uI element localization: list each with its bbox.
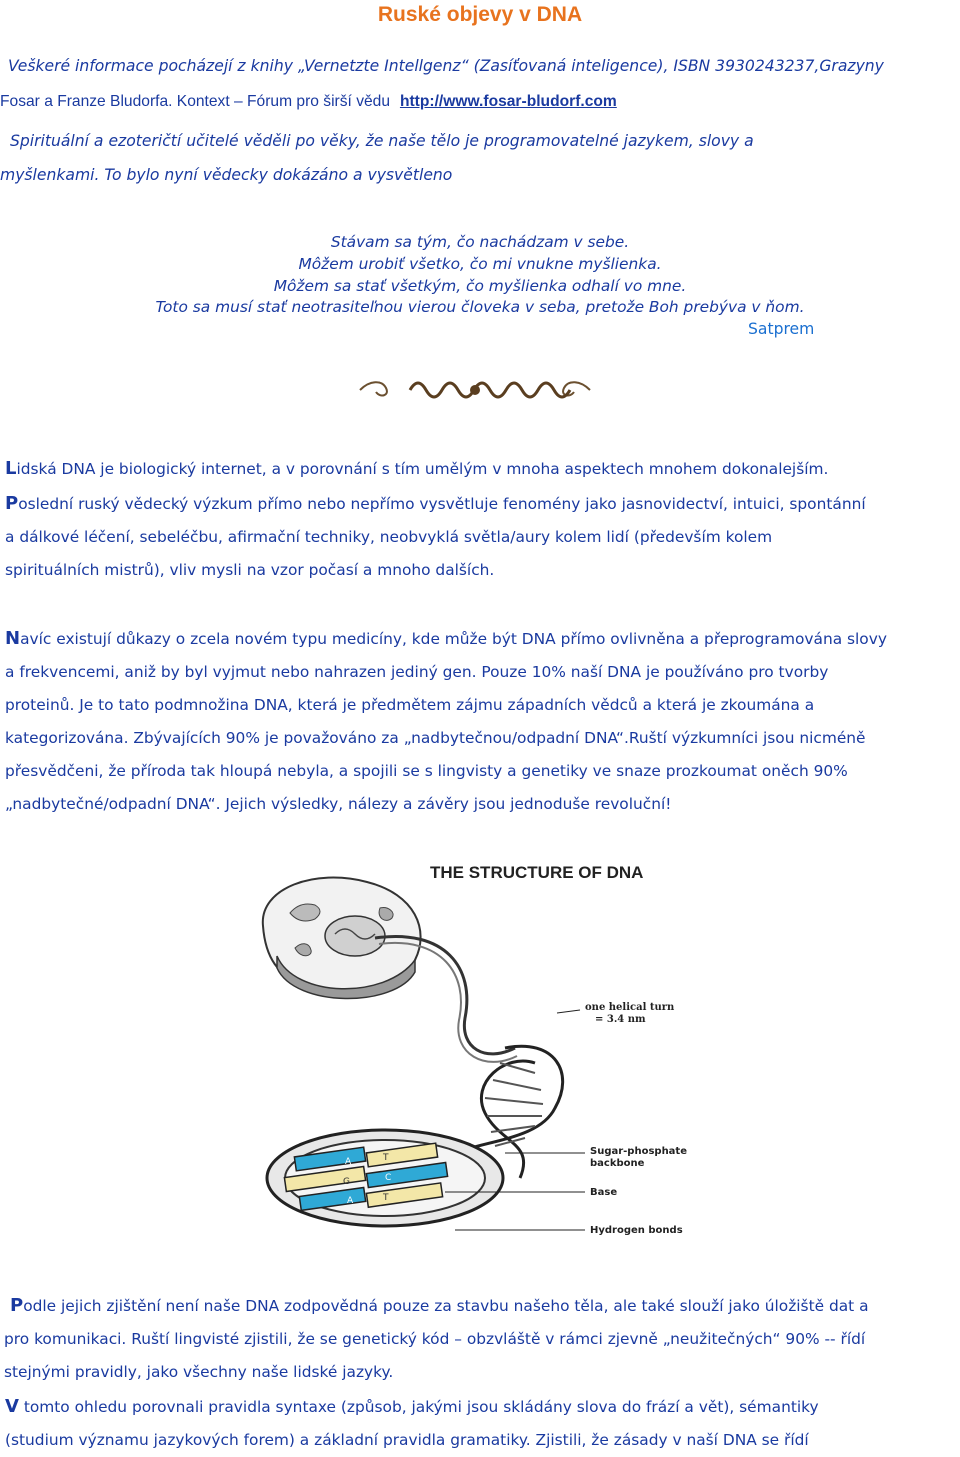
drop-cap: L [5, 458, 17, 479]
dna-structure-figure [255, 848, 705, 1263]
intro-line-1: Veškeré informace pocházejí z knihy „Vernetzte Intellgenz“ (Zasíťovaná inteligence), ISBN 3930243237,Grazyny [8, 57, 884, 75]
intro-line-3: Spirituální a ezoteričtí učitelé věděli po věky, že naše tělo je programovatelné jazykem, slovy a [10, 132, 754, 150]
base-pair-cylinder [267, 1130, 503, 1226]
page-title: Ruské objevy v DNA [377, 3, 583, 26]
label-base: Base [590, 1187, 618, 1198]
paragraph-new-medicine [5, 622, 960, 821]
label-hydrogen-bonds: Hydrogen bonds [590, 1225, 683, 1236]
drop-cap: P [10, 1295, 24, 1316]
intro-context-text: Fosar a Franze Bludorfa. Kontext – Fórum pro širší vědu [0, 93, 391, 110]
label-backbone: Sugar-phosphate [590, 1146, 687, 1157]
base-letter: A [345, 1157, 352, 1167]
paragraph-text: stejnými pravidly, jako všechny naše lidské jazyky. [4, 1363, 394, 1381]
paragraph-text: a frekvencemi, aniž by byl vyjmut nebo nahrazen jediný gen. Pouze 10% naší DNA je používáno pro tvorby [5, 663, 829, 681]
paragraph-russian-research [5, 487, 960, 587]
figure-title: THE STRUCTURE OF DNA [430, 863, 644, 882]
drop-cap: P [5, 493, 19, 514]
base-letter: C [385, 1173, 392, 1183]
paragraph-text: pro komunikaci. Ruští lingvisté zjistili, že se genetický kód – obzvláště v rámci zjevně „neužitečných“ 90% -- řídí [4, 1330, 866, 1348]
drop-cap: V [5, 1396, 19, 1417]
paragraph-text: (studium významu jazykových forem) a základní pravidla gramatiky. Zjistili, že zásady v naší DNA se řídí [5, 1431, 809, 1449]
intro-line-4: myšlenkami. To bylo nyní vědecky dokázáno a vysvětleno [0, 166, 453, 184]
paragraph-text: „nadbytečné/odpadní DNA“. Jejich výsledky, nálezy a závěry jsou jednoduše revoluční! [5, 795, 672, 813]
poem-line: Stávam sa tým, čo nachádzam v sebe. [330, 233, 630, 251]
label-helical-length: = 3.4 nm [595, 1014, 646, 1025]
ornament-divider [210, 372, 740, 406]
base-letter: T [383, 1193, 389, 1203]
paragraph-syntax [5, 1390, 960, 1457]
label-helical-turn: one helical turn [585, 1002, 675, 1013]
paragraph-data-storage [4, 1289, 960, 1389]
paragraph-text: tomto ohledu porovnali pravidla syntaxe (způsob, jakými jsou skládány slova do frází a vět), sémantiky [18, 1398, 819, 1416]
paragraph-text: přesvědčeni, že příroda tak hloupá nebyla, a spojili se s lingvisty a genetiky ve snaze prozkoumat oněch 90% [5, 762, 848, 780]
paragraph-text: idská DNA je biologický internet, a v porovnání s tím umělým v mnoha aspektech mnohem dokonalejším. [16, 460, 829, 478]
drop-cap: N [5, 628, 21, 649]
paragraph-text: a dálkové léčení, sebeléčbu, afirmační techniky, neobvyklá světla/aury kolem lidí (především kolem [5, 528, 773, 546]
paragraph-text: odle jejich zjištění není naše DNA zodpovědná pouze za stavbu našeho těla, ale také slouží jako úložiště dat a [23, 1297, 869, 1315]
poem-line: Môžem sa stať všetkým, čo myšlienka odhalí vo mne. [273, 276, 687, 295]
poem-line: Môžem urobiť všetko, čo mi vnukne myšlienka. [298, 254, 662, 273]
paragraph-text: oslední ruský vědecký výzkum přímo nebo nepřímo vysvětluje fenomény jako jasnovidectví, intuici, spontánní [18, 495, 866, 513]
base-letter: T [383, 1153, 389, 1163]
base-letter: A [347, 1196, 354, 1206]
cell-illustration [263, 878, 421, 999]
label-backbone-2: backbone [590, 1158, 645, 1169]
intro-line-2 [0, 92, 960, 111]
paragraph-text: spirituálních mistrů), vliv mysli na vzor počasí a mnoho dalších. [5, 561, 495, 579]
base-letter: G [343, 1177, 350, 1187]
poem-author: Satprem [748, 320, 815, 338]
paragraph-text: kategorizována. Zbývajících 90% je považováno za „nadbytečnou/odpadní DNA“.Ruští výzkumníci jsou nicméně [5, 729, 866, 747]
poem-block [0, 232, 960, 319]
poem-line: Toto sa musí stať neotrasiteľnou vierou človeka v seba, pretože Boh prebýva v ňom. [155, 298, 805, 317]
paragraph-text: avíc existují důkazy o zcela novém typu medicíny, kde může být DNA přímo ovlivněna a přeprogramována slovy [20, 630, 887, 648]
paragraph-dna-internet [5, 452, 960, 486]
source-link[interactable]: http://www.fosar-bludorf.com [399, 93, 617, 110]
paragraph-text: proteinů. Je to tato podmnožina DNA, která je předmětem zájmu západních vědců a která je zkoumána a [5, 696, 815, 714]
